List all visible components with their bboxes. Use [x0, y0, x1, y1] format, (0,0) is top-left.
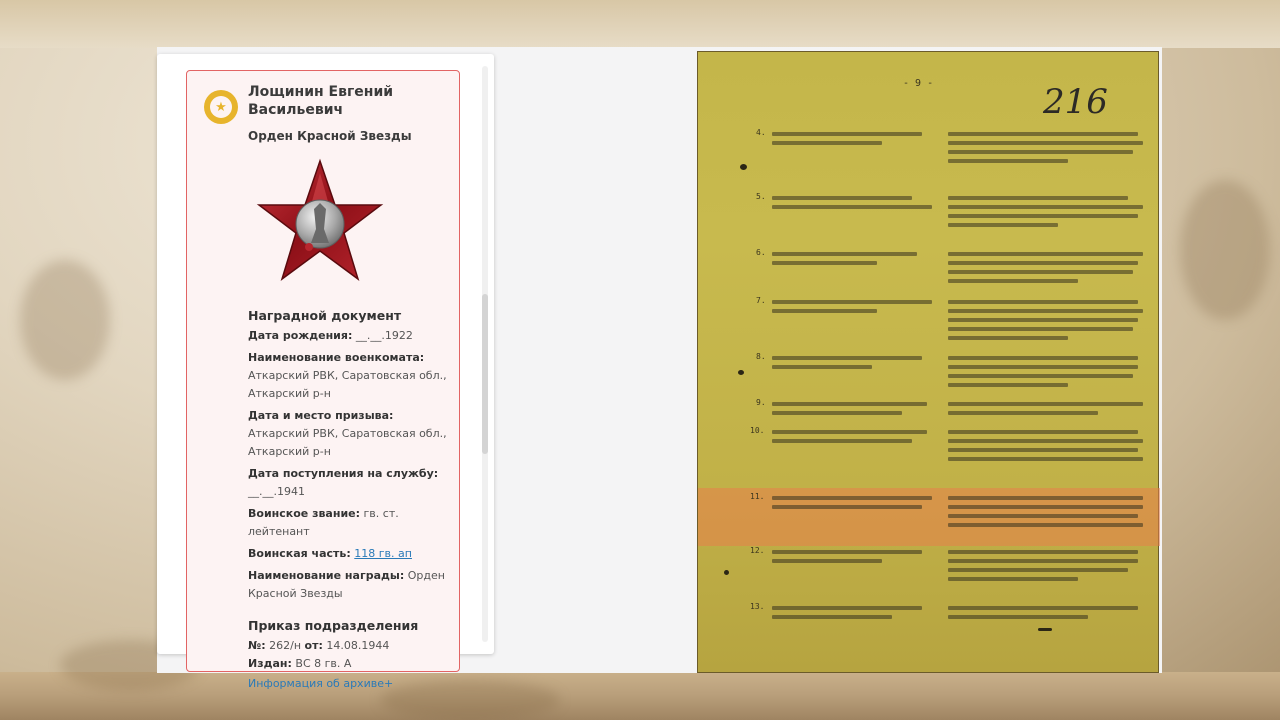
scrollbar-thumb[interactable] [482, 294, 488, 454]
background-top [0, 0, 1280, 48]
enlistment-office-row: Наименование военкомата: Аткарский РВК, Саратовская обл., Аткарский р-н [248, 351, 447, 400]
order-number-row: №: 262/н от: 14.08.1944 [248, 639, 390, 652]
award-medal-icon: ★ [204, 90, 238, 124]
unit-order-title: Приказ подразделения [248, 618, 419, 633]
paper-speck [724, 570, 729, 575]
background-stain [20, 260, 110, 380]
birth-date-row: Дата рождения: __.__.1922 [248, 329, 413, 342]
red-star-medal-image [257, 161, 383, 285]
background-stain [1180, 180, 1270, 320]
service-start-row: Дата поступления на службу: __.__.1941 [248, 467, 439, 498]
award-name-row: Наименование награды: Орден Красной Звезды [248, 569, 445, 600]
award-info [248, 307, 454, 693]
archive-document-scan: - 9 - 216 4. 5. 6. 7. 8. 9. 10. 11. 12. 13. [697, 51, 1159, 673]
paper-speck [1038, 628, 1052, 631]
rank-row: Воинское звание: гв. ст. лейтенант [248, 507, 399, 538]
award-card [186, 70, 460, 690]
unit-link[interactable]: 118 гв. ап [354, 547, 412, 560]
conscription-row: Дата и место призыва: Аткарский РВК, Саратовская обл., Аткарский р-н [248, 409, 447, 458]
person-name: Лощинин Евгений Васильевич [248, 84, 394, 118]
paper-speck [740, 164, 747, 170]
issued-by-row: Издан: ВС 8 гв. А [248, 657, 352, 670]
background-bottom [0, 672, 1280, 720]
paper-speck [738, 370, 744, 375]
award-title: Орден Красной Звезды [248, 129, 412, 143]
award-document-title: Наградной документ [248, 308, 402, 323]
handwritten-number: 216 [1043, 82, 1108, 122]
archive-info-link[interactable]: Информация об архиве+ [248, 677, 394, 690]
award-panel [157, 54, 494, 690]
unit-row: Воинская часть: 118 гв. ап [248, 547, 412, 560]
page-number: - 9 - [903, 78, 934, 89]
